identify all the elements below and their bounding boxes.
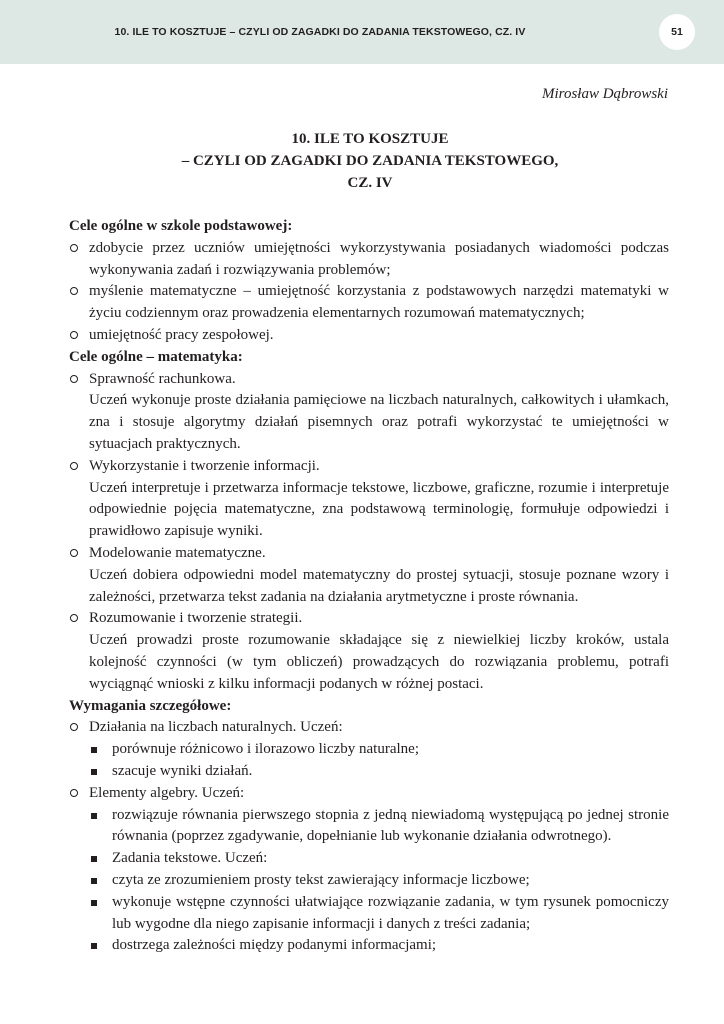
- requirement-subitem: porównuje różnicowo i ilorazowo liczby naturalne;: [69, 739, 669, 761]
- general-goal-item: umiejętność pracy zespołowej.: [69, 325, 669, 347]
- square-bullet-icon: [91, 769, 97, 775]
- square-bullet-icon: [91, 856, 97, 862]
- math-goal-item: [69, 543, 669, 608]
- math-goals-heading: Cele ogólne – matematyka:: [69, 348, 243, 365]
- math-goal-text: Uczeń wykonuje proste działania pamięciowe na liczbach naturalnych, całkowitych i ułamkach, zna i stosuje algorytmy działań pisemnych oraz potrafi wykorzystać te umiejętności w sytuacjach praktycznych.: [89, 392, 669, 452]
- math-goal-text: Uczeń prowadzi proste rozumowanie składające się z niewielkiej liczby kroków, ustala kolejność czynności (w tym obliczeń) prowadzących do rozwiązania problemu, potrafi wyciągnąć wnioski z kilku informacji podanych w różnej postaci.: [89, 632, 669, 692]
- requirement-subitem: dostrzega zależności między podanymi informacjami;: [69, 935, 669, 957]
- requirement-subitem: wykonuje wstępne czynności ułatwiające rozwiązanie zadania, w tym rysunek pomocniczy lub wygodne dla niego zapisanie informacji i danych z treści zadania;: [69, 892, 669, 936]
- general-goal-item: zdobycie przez uczniów umiejętności wykorzystywania posiadanych wiadomości podczas wykonywania zadań i rozwiązywania problemów;: [69, 238, 669, 282]
- math-goal-label: Sprawność rachunkowa.: [89, 370, 236, 387]
- square-bullet-icon: [91, 900, 97, 906]
- circle-bullet-icon: [70, 723, 78, 731]
- math-goal-label: Rozumowanie i tworzenie strategii.: [89, 610, 303, 627]
- requirement-item: Elementy algebry. Uczeń:: [69, 783, 669, 805]
- circle-bullet-icon: [70, 331, 78, 339]
- circle-bullet-icon: [70, 462, 78, 470]
- running-title: 10. ILE TO KOSZTUJE – CZYLI OD ZAGADKI DO ZADANIA TEKSTOWEGO, CZ. IV: [114, 26, 526, 38]
- circle-bullet-icon: [70, 614, 78, 622]
- page-number: 51: [659, 14, 695, 50]
- math-goal-item: [69, 456, 669, 543]
- circle-bullet-icon: [70, 287, 78, 295]
- math-goal-item: [69, 369, 669, 456]
- square-bullet-icon: [91, 943, 97, 949]
- circle-bullet-icon: [70, 375, 78, 383]
- article-body: [69, 216, 669, 957]
- requirement-subitem: szacuje wyniki działań.: [69, 761, 669, 783]
- requirement-subitem: czyta ze zrozumieniem prosty tekst zawierający informacje liczbowe;: [69, 870, 669, 892]
- title-line-3: CZ. IV: [347, 175, 393, 191]
- math-goal-label: Wykorzystanie i tworzenie informacji.: [89, 457, 320, 474]
- author-name: Mirosław Dąbrowski: [542, 86, 668, 102]
- math-goal-label: Modelowanie matematyczne.: [89, 544, 266, 561]
- square-bullet-icon: [91, 878, 97, 884]
- requirement-subitem: rozwiązuje równania pierwszego stopnia z jedną niewiadomą występującą po jednej stronie równania (poprzez zgadywanie, dopełnianie lub wykonanie działania odwrotnego).: [69, 805, 669, 849]
- general-goal-item: myślenie matematyczne – umiejętność korzystania z podstawowych narzędzi matematyki w życiu codziennym oraz prowadzenia elementarnych rozumowań matematycznych;: [69, 281, 669, 325]
- page-header: [0, 0, 724, 64]
- general-goals-heading: Cele ogólne w szkole podstawowej:: [69, 218, 293, 234]
- circle-bullet-icon: [70, 244, 78, 252]
- title-line-2: – CZYLI OD ZAGADKI DO ZADANIA TEKSTOWEGO,: [181, 153, 559, 169]
- square-bullet-icon: [91, 813, 97, 819]
- circle-bullet-icon: [70, 549, 78, 557]
- square-bullet-icon: [91, 747, 97, 753]
- circle-bullet-icon: [70, 789, 78, 797]
- requirement-subitem: Zadania tekstowe. Uczeń:: [69, 848, 669, 870]
- math-goal-item: [69, 608, 669, 695]
- article-title: [0, 128, 724, 194]
- requirements-heading: Wymagania szczegółowe:: [69, 697, 232, 714]
- math-goal-text: Uczeń dobiera odpowiedni model matematyczny do prostej sytuacji, stosuje poznane wzory i zależności, przetwarza tekst zadania na działania arytmetyczne i proste równania.: [89, 566, 669, 605]
- requirement-item: Działania na liczbach naturalnych. Uczeń:: [69, 717, 669, 739]
- title-line-1: 10. ILE TO KOSZTUJE: [291, 131, 449, 147]
- math-goal-text: Uczeń interpretuje i przetwarza informacje tekstowe, liczbowe, graficzne, rozumie i interpretuje odpowiednie pojęcia matematyczne, zna podstawową terminologię, formułuje odpowiedzi i prawidłowo zapisuje wyniki.: [89, 479, 669, 540]
